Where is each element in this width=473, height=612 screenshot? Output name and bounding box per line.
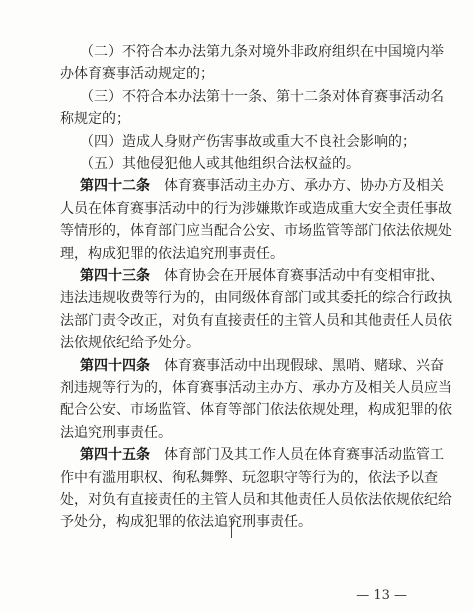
article-number: 第四十五条	[80, 447, 150, 464]
line-text: 体育赛事活动中出现假球、黑哨、赌球、兴奋	[150, 357, 444, 374]
text-line	[60, 335, 200, 351]
line-text: 等情形的，体育部门应当配合公安、市场监管等部门依法依规处	[60, 223, 452, 240]
line-text: 予处分，构成犯罪的依法追究刑事责任。	[60, 514, 312, 531]
text-line	[80, 156, 360, 172]
line-text: 体育协会在开展体育赛事活动中有变相审批、	[150, 268, 444, 284]
article-number: 第四十二条	[80, 178, 150, 195]
page-number: — 13 —	[356, 588, 407, 603]
text-line	[60, 380, 452, 396]
line-text: （四）造成人身财产伤害事故或重大不良社会影响的；	[80, 133, 416, 150]
text-line	[60, 514, 312, 530]
text-line	[80, 134, 416, 150]
line-text: 体育赛事活动主办方、承办方、协办方及相关	[150, 178, 444, 195]
article-number: 第四十三条	[80, 268, 150, 284]
text-line	[60, 201, 452, 217]
line-text: 作中有滥用职权、徇私舞弊、玩忽职守等行为的，依法予以查	[60, 469, 438, 486]
article-number: 第四十四条	[80, 357, 150, 374]
text-line	[60, 246, 284, 262]
line-text: 理，构成犯罪的依法追究刑事责任。	[60, 245, 284, 262]
line-text: 办体育赛事活动规定的；	[60, 66, 214, 83]
article-44-heading	[80, 358, 444, 374]
line-text: 体育部门及其工作人员在体育赛事活动监管工	[150, 447, 444, 464]
article-45-heading	[80, 447, 444, 463]
text-line	[60, 111, 130, 127]
line-text: （二）不符合本办法第九条对境外非政府组织在中国境内举	[80, 44, 444, 60]
text-line	[60, 470, 438, 486]
line-text: 法依规依纪给予处分。	[60, 335, 200, 352]
text-line	[60, 66, 214, 82]
line-text: 违法违规收费等行为的，由同级体育部门或其委托的综合行政执	[60, 290, 452, 307]
line-text: 配合公安、市场监管、体育等部门依法依规处理，构成犯罪的依	[60, 402, 452, 419]
article-43-heading	[80, 268, 444, 284]
text-line	[80, 44, 444, 60]
line-text: 处，对负有直接责任的主管人员和其他责任人员依法依规依纪给	[60, 492, 452, 508]
line-text: 法部门责令改正，对负有直接责任的主管人员和其他责任人员依	[60, 312, 452, 329]
text-line	[60, 402, 452, 418]
text-line	[60, 492, 452, 508]
line-text: 称规定的；	[60, 111, 130, 128]
text-line	[60, 223, 452, 239]
line-text: 剂违规等行为的，体育赛事活动主办方、承办方及相关人员应当	[60, 380, 452, 396]
line-text: 法追究刑事责任。	[60, 424, 172, 441]
text-line	[60, 290, 452, 306]
line-text: （五）其他侵犯他人或其他组织合法权益的。	[80, 156, 360, 172]
article-42-heading	[80, 178, 444, 194]
line-text: 人员在体育赛事活动中的行为涉嫌欺诈或造成重大安全责任事故	[60, 200, 452, 217]
text-line	[80, 89, 444, 105]
text-line	[60, 425, 172, 441]
text-line	[60, 313, 452, 329]
line-text: （三）不符合本办法第十一条、第十二条对体育赛事活动名	[80, 88, 444, 105]
